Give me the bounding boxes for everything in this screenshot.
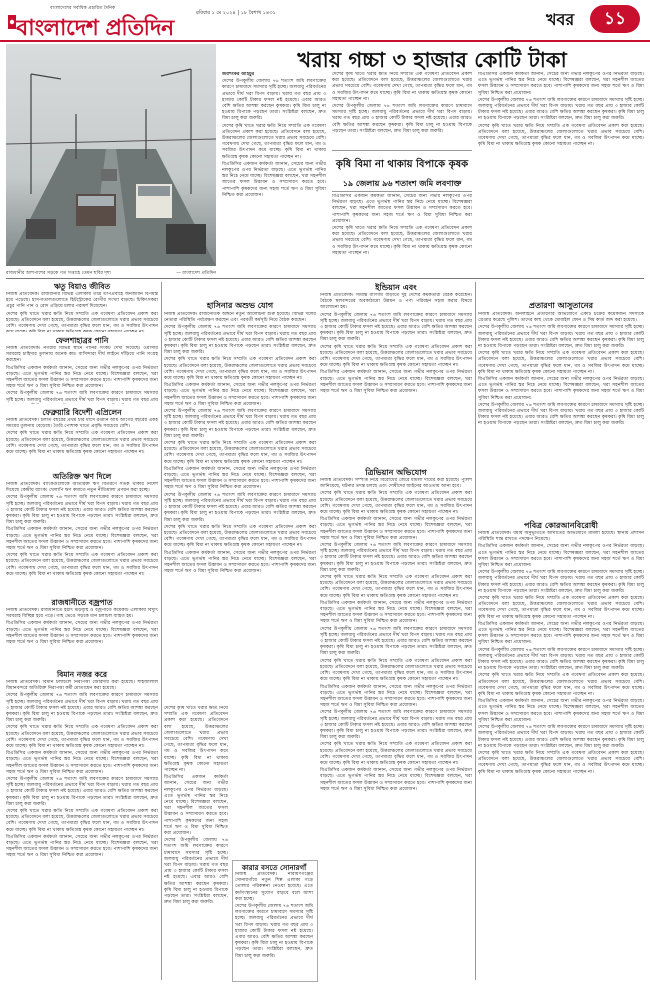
article-text-7c: দেশের কৃষি খাতে খরার ক্ষতি নিয়ে সম্প্রতি এক গবেষণা প্রতিবেদন প্রকাশ করা হয়েছে। প্রতিবেদনে বলা হয়েছে, উত্তরাঞ্চলের জেলাগুলোতে খরার প্রভাব সবচেয়ে বেশি। গবেষণায় দেখা গেছে, তাপমাত্রা বৃদ্ধির ফলে ধান, গম ও সবজির উৎপাদন কমে যাচ্ছে। কৃষি বিমা না থাকায় ক্ষতিগ্রস্ত কৃষক কোনো সহায়তা পাচ্ছেন না। bbox=[164, 357, 316, 382]
article-text-9d: দেশের উপকূলীয় জেলায় ৭৬ শতাংশ জমি লবণাক্তের কারণে চাষাবাদে সমস্যার সৃষ্টি হচ্ছে। জলবায়ু পরিবর্তনের প্রভাবে দীর্ঘ খরা বিপদ বাড়ায়। খরায় গত বছর প্রায় ৩ হাজার কোটি টাকার ফসল নষ্ট হয়েছে। এবার আরও বেশি ক্ষতির আশঙ্কা করছেন কৃষকরা। কৃষি বিমা চালু না হওয়ায় বিপাকে পড়ছেন তারা। সংশ্লিষ্টরা বলছেন, দ্রুত বিমা চালু করা জরুরি। bbox=[320, 543, 472, 573]
article-body-1 bbox=[6, 292, 158, 332]
article-text-9b: দেশের কৃষি খাতে খরার ক্ষতি নিয়ে সম্প্রতি এক গবেষণা প্রতিবেদন প্রকাশ করা হয়েছে। প্রতিবেদনে বলা হয়েছে, উত্তরাঞ্চলের জেলাগুলোতে খরার প্রভাব সবচেয়ে বেশি। গবেষণায় দেখা গেছে, তাপমাত্রা বৃদ্ধির ফলে ধান, গম ও সবজির উৎপাদন কমে যাচ্ছে। কৃষি বিমা না থাকায় ক্ষতিগ্রস্ত কৃষক কোনো সহায়তা পাচ্ছেন না। bbox=[320, 491, 472, 516]
middle-text-b: বিএডিসির একজন কর্মকর্তা জানান, সেচের জন্য গভীর নলকূপের ওপর নির্ভরতা বাড়ছে। এতে ভূগর্ভস্থ পানির স্তর নিচে নেমে যাচ্ছে। বিশেষজ্ঞরা বলছেন, খরা সহনশীল জাতের ফসল উদ্ভাবন ও সম্প্রসারণ করতে হবে। পাশাপাশি কৃষকদের জন্য সহজ শর্তে ঋণ ও বিমা সুবিধা নিশ্চিত করা প্রয়োজন। bbox=[164, 775, 228, 837]
lead-text-3b: দেশের উপকূলীয় জেলায় ৭৬ শতাংশ জমি লবণাক্তের কারণে চাষাবাদে সমস্যার সৃষ্টি হচ্ছে। জলবায়ু পরিবর্তনের প্রভাবে দীর্ঘ খরা বিপদ বাড়ায়। খরায় গত বছর প্রায় ৩ হাজার কোটি টাকার ফসল নষ্ট হয়েছে। এবার আরও বেশি ক্ষতির আশঙ্কা করছেন কৃষকরা। কৃষি বিমা চালু না হওয়ায় বিপাকে পড়ছেন তারা। সংশ্লিষ্টরা বলছেন, দ্রুত বিমা চালু করা জরুরি। bbox=[478, 97, 644, 122]
article-text-6: নিজস্ব প্রতিবেদক। বিমান চলাচলে নিরাপত্তা জোরদার করা হয়েছে। শাহজালাল বিমানবন্দরে অতিরিক্ত নিরাপত্তা কর্মী মোতায়েন করা হয়েছে। bbox=[6, 680, 158, 692]
lead-article-col-3 bbox=[478, 72, 644, 266]
pull-quote bbox=[332, 150, 472, 192]
article-text-8: নিজস্ব প্রতিবেদক। সীমান্ত বাণিজ্য বাড়াতে দুই দেশের কর্মকর্তারা বৈঠক করেছেন। বৈঠকে স্থলবন্দরের অবকাঠামো উন্নয়ন ও পণ্য পরিবহন সহজ করার বিষয়ে আলোচনা হয়। bbox=[320, 293, 472, 311]
lead-text-2d: দেশের কৃষি খাতে খরার ক্ষতি নিয়ে সম্প্রতি এক গবেষণা প্রতিবেদন প্রকাশ করা হয়েছে। প্রতিবেদনে বলা হয়েছে, উত্তরাঞ্চলের জেলাগুলোতে খরার প্রভাব সবচেয়ে বেশি। গবেষণায় দেখা গেছে, তাপমাত্রা বৃদ্ধির ফলে ধান, গম ও সবজির উৎপাদন কমে যাচ্ছে। কৃষি বিমা না থাকায় ক্ষতিগ্রস্ত কৃষক কোনো সহায়তা পাচ্ছেন না। bbox=[332, 226, 472, 256]
article-title-3: ফেব্রুয়ারি বিদেশী এপ্রিলেন bbox=[42, 408, 122, 417]
highway-haze-photo bbox=[6, 44, 216, 266]
article-title-11: পবিত্র কোরআনবিরোধী bbox=[524, 520, 598, 530]
article-text-11e: বিএডিসির একজন কর্মকর্তা জানান, সেচের জন্য গভীর নলকূপের ওপর নির্ভরতা বাড়ছে। এতে ভূগর্ভস্থ পানির স্তর নিচে নেমে যাচ্ছে। বিশেষজ্ঞরা বলছেন, খরা সহনশীল জাতের ফসল উদ্ভাবন ও সম্প্রসারণ করতে হবে। পাশাপাশি কৃষকদের জন্য সহজ শর্তে ঋণ ও বিমা সুবিধা নিশ্চিত করা প্রয়োজন। bbox=[478, 621, 644, 646]
article-text-5: নিজস্ব প্রতিবেদক। রাজধানীতে হঠাৎ ঝড়বৃষ্টি ও বজ্রপাতে কয়েকটি এলাকায় বিদ্যুৎ সরবরাহ বিচ্ছিন্ন হয়ে পড়ে। গাছ ভেঙে সড়কে যান চলাচল ব্যাহত হয়। bbox=[6, 608, 158, 620]
middle-text-c: দেশের উপকূলীয় জেলায় ৭৬ শতাংশ জমি লবণাক্তের কারণে চাষাবাদে সমস্যার সৃষ্টি হচ্ছে। জলবায়ু পরিবর্তনের প্রভাবে দীর্ঘ খরা বিপদ বাড়ায়। খরায় গত বছর প্রায় ৩ হাজার কোটি টাকার ফসল নষ্ট হয়েছে। এবার আরও বেশি ক্ষতির আশঙ্কা করছেন কৃষকরা। কৃষি বিমা চালু না হওয়ায় বিপাকে পড়ছেন তারা। সংশ্লিষ্টরা বলছেন, দ্রুত বিমা চালু করা জরুরি। bbox=[164, 838, 228, 906]
main-headline: খরায় গচ্চা ৩ হাজার কোটি টাকা bbox=[297, 47, 567, 72]
article-text-7i: দেশের কৃষি খাতে খরার ক্ষতি নিয়ে সম্প্রতি এক গবেষণা প্রতিবেদন প্রকাশ করা হয়েছে। প্রতিবেদনে বলা হয়েছে, উত্তরাঞ্চলের জেলাগুলোতে খরার প্রভাব সবচেয়ে বেশি। গবেষণায় দেখা গেছে, তাপমাত্রা বৃদ্ধির ফলে ধান, গম ও সবজির উৎপাদন কমে যাচ্ছে। কৃষি বিমা না থাকায় ক্ষতিগ্রস্ত কৃষক কোনো সহায়তা পাচ্ছেন না। bbox=[164, 524, 316, 549]
article-text-9c: বিএডিসির একজন কর্মকর্তা জানান, সেচের জন্য গভীর নলকূপের ওপর নির্ভরতা বাড়ছে। এতে ভূগর্ভস্থ পানির স্তর নিচে নেমে যাচ্ছে। বিশেষজ্ঞরা বলছেন, খরা সহনশীল জাতের ফসল উদ্ভাবন ও সম্প্রসারণ করতে হবে। পাশাপাশি কৃষকদের জন্য সহজ শর্তে ঋণ ও বিমা সুবিধা নিশ্চিত করা প্রয়োজন। bbox=[320, 517, 472, 541]
article-text-9f: বিএডিসির একজন কর্মকর্তা জানান, সেচের জন্য গভীর নলকূপের ওপর নির্ভরতা বাড়ছে। এতে ভূগর্ভস্থ পানির স্তর নিচে নেমে যাচ্ছে। বিশেষজ্ঞরা বলছেন, খরা সহনশীল জাতের ফসল উদ্ভাবন ও সম্প্রসারণ করতে হবে। পাশাপাশি কৃষকদের জন্য সহজ শর্তে ঋণ ও বিমা সুবিধা নিশ্চিত করা প্রয়োজন। bbox=[320, 600, 472, 625]
article-text-10: নিজস্ব প্রতিবেদক। অনলাইনে প্রতারণার অভিযোগে একটি চক্রের কয়েকজন সদস্যকে গ্রেপ্তার করেছে পুলিশ। তাদের কাছ থেকে মোবাইল ফোন ও সিম কার্ড জব্দ করা হয়েছে। bbox=[478, 312, 644, 324]
article-text-6g: বিএডিসির একজন কর্মকর্তা জানান, সেচের জন্য গভীর নলকূপের ওপর নির্ভরতা বাড়ছে। এতে ভূগর্ভস্থ পানির স্তর নিচে নেমে যাচ্ছে। বিশেষজ্ঞরা বলছেন, খরা সহনশীল জাতের ফসল উদ্ভাবন ও সম্প্রসারণ করতে হবে। পাশাপাশি কৃষকদের জন্য সহজ শর্তে ঋণ ও বিমা সুবিধা নিশ্চিত করা প্রয়োজন। bbox=[6, 834, 158, 859]
article-text-10b: দেশের উপকূলীয় জেলায় ৭৬ শতাংশ জমি লবণাক্তের কারণে চাষাবাদে সমস্যার সৃষ্টি হচ্ছে। জলবায়ু পরিবর্তনের প্রভাবে দীর্ঘ খরা বিপদ বাড়ায়। খরায় গত বছর প্রায় ৩ হাজার কোটি টাকার ফসল নষ্ট হয়েছে। এবার আরও বেশি ক্ষতির আশঙ্কা করছেন কৃষকরা। কৃষি বিমা চালু না হওয়ায় বিপাকে পড়ছেন তারা। সংশ্লিষ্টরা বলছেন, দ্রুত বিমা চালু করা জরুরি। bbox=[478, 325, 644, 350]
article-text-9: নিজস্ব প্রতিবেদক। সম্পত্তি নিয়ে বিরোধের জেরে মামলা দায়ের করা হয়েছে। পুলিশ জানিয়েছে, ঘটনার তদন্ত চলছে এবং দোষীদের আইনের আওতায় আনা হবে। bbox=[320, 478, 472, 490]
article-title-8: ইন্ডিয়ান এবং bbox=[375, 282, 417, 292]
middle-text-a: দেশের কৃষি খাতে খরার ক্ষতি নিয়ে সম্প্রতি এক গবেষণা প্রতিবেদন প্রকাশ করা হয়েছে। প্রতিবেদনে বলা হয়েছে, উত্তরাঞ্চলের জেলাগুলোতে খরার প্রভাব সবচেয়ে বেশি। গবেষণায় দেখা গেছে, তাপমাত্রা বৃদ্ধির ফলে ধান, গম ও সবজির উৎপাদন কমে যাচ্ছে। কৃষি বিমা না থাকায় ক্ষতিগ্রস্ত কৃষক কোনো সহায়তা পাচ্ছেন না। bbox=[164, 706, 228, 774]
article-body-6 bbox=[6, 680, 158, 980]
article-text-1: নিজস্ব প্রতিবেদক। রাজধানীর বিভিন্ন এলাকায় তীব্র তাপপ্রবাহে জনজীবন বিপর্যস্ত হয়ে পড়েছে। হাসপাতালগুলোতে হিটস্ট্রোকের রোগীর সংখ্যা বাড়ছে। চিকিৎসকরা প্রচুর পানি পান ও রোদ এড়িয়ে চলার পরামর্শ দিয়েছেন। bbox=[6, 292, 158, 310]
article-text-4b: দেশের উপকূলীয় জেলায় ৭৬ শতাংশ জমি লবণাক্তের কারণে চাষাবাদে সমস্যার সৃষ্টি হচ্ছে। জলবায়ু পরিবর্তনের প্রভাবে দীর্ঘ খরা বিপদ বাড়ায়। খরায় গত বছর প্রায় ৩ হাজার কোটি টাকার ফসল নষ্ট হয়েছে। এবার আরও বেশি ক্ষতির আশঙ্কা করছেন কৃষকরা। কৃষি বিমা চালু না হওয়ায় বিপাকে পড়ছেন তারা। সংশ্লিষ্টরা বলছেন, দ্রুত বিমা চালু করা জরুরি। bbox=[6, 495, 158, 526]
article-text-1b: দেশের কৃষি খাতে খরার ক্ষতি নিয়ে সম্প্রতি এক গবেষণা প্রতিবেদন প্রকাশ করা হয়েছে। প্রতিবেদনে বলা হয়েছে, উত্তরাঞ্চলের জেলাগুলোতে খরার প্রভাব সবচেয়ে বেশি। গবেষণায় দেখা গেছে, তাপমাত্রা বৃদ্ধির ফলে ধান, গম ও সবজির উৎপাদন bbox=[6, 311, 158, 330]
article-title-5: রাজধানীতে বজ্রপাত bbox=[51, 598, 113, 607]
lead-text-1: দেশের উপকূলীয় জেলায় ৭৬ শতাংশ জমি লবণাক্তের কারণে চাষাবাদে সমস্যার সৃষ্টি হচ্ছে। জলবায়ু পরিবর্তনের প্রভাবে দীর্ঘ খরা বিপদ বাড়ায়। খরায় গত বছর প্রায় ৩ হাজার কোটি টাকার ফসল নষ্ট হয়েছে। এবার আরও বেশি ক্ষতির আশঙ্কা করছেন কৃষকরা। কৃষি বিমা চালু না হওয়ায় বিপাকে পড়ছেন তারা। সংশ্লিষ্টরা বলছেন, দ্রুত বিমা চালু করা জরুরি। bbox=[222, 79, 326, 122]
logo-tagline: বাংলাদেশের সর্বাধিক প্রচারিত দৈনিক bbox=[50, 6, 116, 11]
article-title-9: ত্রিভিয়ান অভিযোগ bbox=[365, 467, 427, 477]
article-text-11b: বিএডিসির একজন কর্মকর্তা জানান, সেচের জন্য গভীর নলকূপের ওপর নির্ভরতা বাড়ছে। এতে ভূগর্ভস্থ পানির স্তর নিচে নেমে যাচ্ছে। বিশেষজ্ঞরা বলছেন, খরা সহনশীল জাতের ফসল উদ্ভাবন ও সম্প্রসারণ করতে হবে। পাশাপাশি কৃষকদের জন্য সহজ শর্তে ঋণ ও বিমা সুবিধা নিশ্চিত করা প্রয়োজন। bbox=[478, 544, 644, 569]
lead-article-col-2b bbox=[332, 194, 472, 266]
article-body-7 bbox=[164, 312, 316, 702]
lead-text-2b: দেশের উপকূলীয় জেলায় ৭৬ শতাংশ জমি লবণাক্তের কারণে চাষাবাদে সমস্যার সৃষ্টি হচ্ছে। জলবায়ু পরিবর্তনের প্রভাবে দীর্ঘ খরা বিপদ বাড়ায়। খরায় গত বছর প্রায় ৩ হাজার কোটি টাকার ফসল নষ্ট হয়েছে। এবার আরও বেশি ক্ষতির আশঙ্কা করছেন কৃষকরা। কৃষি বিমা চালু না হওয়ায় বিপাকে পড়ছেন তারা। সংশ্লিষ্টরা বলছেন, দ্রুত বিমা চালু করা জরুরি। bbox=[332, 104, 472, 134]
article-body-10 bbox=[478, 312, 644, 512]
article-body-9 bbox=[320, 478, 472, 980]
photo-caption-row bbox=[6, 269, 216, 277]
article-text-7j: বিএডিসির একজন কর্মকর্তা জানান, সেচের জন্য গভীর নলকূপের ওপর নির্ভরতা বাড়ছে। এতে ভূগর্ভস্থ পানির স্তর নিচে নেমে যাচ্ছে। বিশেষজ্ঞরা বলছেন, খরা সহনশীল জাতের ফসল উদ্ভাবন ও সম্প্রসারণ করতে হবে। পাশাপাশি কৃষকদের জন্য সহজ শর্তে ঋণ ও বিমা সুবিধা নিশ্চিত করা প্রয়োজন। bbox=[164, 550, 316, 575]
article-text-9h: দেশের কৃষি খাতে খরার ক্ষতি নিয়ে সম্প্রতি এক গবেষণা প্রতিবেদন প্রকাশ করা হয়েছে। প্রতিবেদনে বলা হয়েছে, উত্তরাঞ্চলের জেলাগুলোতে খরার প্রভাব সবচেয়ে বেশি। গবেষণায় দেখা গেছে, তাপমাত্রা বৃদ্ধির ফলে ধান, গম ও সবজির উৎপাদন কমে যাচ্ছে। কৃষি বিমা না থাকায় ক্ষতিগ্রস্ত কৃষক কোনো সহায়তা পাচ্ছেন না। bbox=[320, 658, 472, 683]
article-text-11f: দেশের উপকূলীয় জেলায় ৭৬ শতাংশ জমি লবণাক্তের কারণে চাষাবাদে সমস্যার সৃষ্টি হচ্ছে। জলবায়ু পরিবর্তনের প্রভাবে দীর্ঘ খরা বিপদ বাড়ায়। খরায় গত বছর প্রায় ৩ হাজার কোটি টাকার ফসল নষ্ট হয়েছে। এবার আরও বেশি ক্ষতির আশঙ্কা করছেন কৃষকরা। কৃষি বিমা চালু না হওয়ায় বিপাকে পড়ছেন তারা। সংশ্লিষ্টরা বলছেন, দ্রুত বিমা চালু করা জরুরি। bbox=[478, 647, 644, 672]
article-text-9j: দেশের উপকূলীয় জেলায় ৭৬ শতাংশ জমি লবণাক্তের কারণে চাষাবাদে সমস্যার সৃষ্টি হচ্ছে। জলবায়ু পরিবর্তনের প্রভাবে দীর্ঘ খরা বিপদ বাড়ায়। খরায় গত বছর প্রায় ৩ হাজার কোটি টাকার ফসল নষ্ট হয়েছে। এবার আরও বেশি ক্ষতির আশঙ্কা করছেন কৃষকরা। কৃষি বিমা চালু না হওয়ায় বিপাকে পড়ছেন তারা। সংশ্লিষ্টরা বলছেন, দ্রুত বিমা চালু করা জরুরি। bbox=[320, 710, 472, 741]
article-body-3 bbox=[6, 418, 158, 468]
article-text-7d: বিএডিসির একজন কর্মকর্তা জানান, সেচের জন্য গভীর নলকূপের ওপর নির্ভরতা বাড়ছে। এতে ভূগর্ভস্থ পানির স্তর নিচে নেমে যাচ্ছে। বিশেষজ্ঞরা বলছেন, খরা সহনশীল জাতের ফসল উদ্ভাবন ও সম্প্রসারণ করতে হবে। পাশাপাশি কৃষকদের জন্য সহজ শর্তে ঋণ ও বিমা সুবিধা নিশ্চিত করা প্রয়োজন। bbox=[164, 383, 316, 407]
article-text-4: নিজস্ব প্রতিবেদক। ব্যাংকগুলোকে অতিরিক্ত ঋণ বিতরণে সতর্ক থাকার নির্দেশ দিয়েছে কেন্দ্রীয় ব্যাংক। খেলাপি ঋণ কমাতে নতুন নীতিমালা প্রণয়ন করা হচ্ছে। bbox=[6, 482, 158, 494]
page-number-badge: ১১ bbox=[590, 5, 640, 33]
article-text-6f: দেশের কৃষি খাতে খরার ক্ষতি নিয়ে সম্প্রতি এক গবেষণা প্রতিবেদন প্রকাশ করা হয়েছে। প্রতিবেদনে বলা হয়েছে, উত্তরাঞ্চলের জেলাগুলোতে খরার প্রভাব সবচেয়ে বেশি। গবেষণায় দেখা গেছে, তাপমাত্রা বৃদ্ধির ফলে ধান, গম ও সবজির উৎপাদন কমে যাচ্ছে। কৃষি বিমা না থাকায় ক্ষতিগ্রস্ত কৃষক কোনো সহায়তা পাচ্ছেন না। bbox=[6, 809, 158, 833]
issue-date: রবিবার ১ মে ২০২৪ | ১৮ বৈশাখ ১৪৩১ bbox=[196, 10, 276, 16]
article-text-7b: দেশের উপকূলীয় জেলায় ৭৬ শতাংশ জমি লবণাক্তের কারণে চাষাবাদে সমস্যার সৃষ্টি হচ্ছে। জলবায়ু পরিবর্তনের প্রভাবে দীর্ঘ খরা বিপদ বাড়ায়। খরায় গত বছর প্রায় ৩ হাজার কোটি টাকার ফসল নষ্ট হয়েছে। এবার আরও বেশি ক্ষতির আশঙ্কা করছেন কৃষকরা। কৃষি বিমা চালু না হওয়ায় বিপাকে পড়ছেন তারা। সংশ্লিষ্টরা বলছেন, দ্রুত বিমা চালু করা জরুরি। bbox=[164, 325, 316, 356]
article-text-7g: বিএডিসির একজন কর্মকর্তা জানান, সেচের জন্য গভীর নলকূপের ওপর নির্ভরতা বাড়ছে। এতে ভূগর্ভস্থ পানির স্তর নিচে নেমে যাচ্ছে। বিশেষজ্ঞরা বলছেন, খরা সহনশীল জাতের ফসল উদ্ভাবন ও সম্প্রসারণ করতে হবে। পাশাপাশি কৃষকদের জন্য সহজ শর্তে ঋণ ও বিমা সুবিধা নিশ্চিত করা প্রয়োজন। bbox=[164, 466, 316, 491]
article-title-2: ফেলশাহাব্রর পানি bbox=[55, 336, 109, 345]
article-body-12 bbox=[235, 872, 313, 976]
article-text-9e: দেশের কৃষি খাতে খরার ক্ষতি নিয়ে সম্প্রতি এক গবেষণা প্রতিবেদন প্রকাশ করা হয়েছে। প্রতিবেদনে বলা হয়েছে, উত্তরাঞ্চলের জেলাগুলোতে খরার প্রভাব সবচেয়ে বেশি। গবেষণায় দেখা গেছে, তাপমাত্রা বৃদ্ধির ফলে ধান, গম ও সবজির উৎপাদন কমে যাচ্ছে। কৃষি বিমা না থাকায় ক্ষতিগ্রস্ত কৃষক কোনো সহায়তা পাচ্ছেন না। bbox=[320, 575, 472, 599]
lead-article-col-1 bbox=[222, 72, 326, 262]
article-text-6b: দেশের উপকূলীয় জেলায় ৭৬ শতাংশ জমি লবণাক্তের কারণে চাষাবাদে সমস্যার সৃষ্টি হচ্ছে। জলবায়ু পরিবর্তনের প্রভাবে দীর্ঘ খরা বিপদ বাড়ায়। খরায় গত বছর প্রায় ৩ হাজার কোটি টাকার ফসল নষ্ট হয়েছে। এবার আরও বেশি ক্ষতির আশঙ্কা করছেন কৃষকরা। কৃষি বিমা চালু না হওয়ায় বিপাকে পড়ছেন তারা। সংশ্লিষ্টরা বলছেন, দ্রুত বিমা চালু করা জরুরি। bbox=[6, 693, 158, 724]
lead-text-1b: দেশের কৃষি খাতে খরার ক্ষতি নিয়ে সম্প্রতি এক গবেষণা প্রতিবেদন প্রকাশ করা হয়েছে। প্রতিবেদনে বলা হয়েছে, উত্তরাঞ্চলের জেলাগুলোতে খরার প্রভাব সবচেয়ে বেশি। গবেষণায় দেখা গেছে, তাপমাত্রা বৃদ্ধির ফলে ধান, গম ও সবজির উৎপাদন কমে যাচ্ছে। কৃষি বিমা না থাকায় ক্ষতিগ্রস্ত কৃষক কোনো সহায়তা পাচ্ছেন না। bbox=[222, 123, 326, 160]
middle-col-continued bbox=[164, 706, 228, 980]
article-text-11d: দেশের কৃষি খাতে খরার ক্ষতি নিয়ে সম্প্রতি এক গবেষণা প্রতিবেদন প্রকাশ করা হয়েছে। প্রতিবেদনে বলা হয়েছে, উত্তরাঞ্চলের জেলাগুলোতে খরার প্রভাব সবচেয়ে বেশি। গবেষণায় দেখা গেছে, তাপমাত্রা বৃদ্ধির ফলে ধান, গম ও সবজির উৎপাদন কমে যাচ্ছে। কৃষি বিমা না থাকায় ক্ষতিগ্রস্ত কৃষক কোনো সহায়তা পাচ্ছেন না। bbox=[478, 596, 644, 620]
article-text-7: নিজস্ব প্রতিবেদক। রাজনৈতিক অঙ্গনে নতুন আলোচনা শুরু হয়েছে। বিভিন্ন দলের নেতারা পরিস্থিতি পর্যবেক্ষণ করছেন এবং পরবর্তী কর্মসূচি নিয়ে বৈঠক করছেন। bbox=[164, 312, 316, 324]
article-text-10c: দেশের কৃষি খাতে খরার ক্ষতি নিয়ে সম্প্রতি এক গবেষণা প্রতিবেদন প্রকাশ করা হয়েছে। প্রতিবেদনে বলা হয়েছে, উত্তরাঞ্চলের জেলাগুলোতে খরার প্রভাব সবচেয়ে বেশি। গবেষণায় দেখা গেছে, তাপমাত্রা বৃদ্ধির ফলে ধান, গম ও সবজির উৎপাদন কমে যাচ্ছে। কৃষি বিমা না থাকায় ক্ষতিগ্রস্ত কৃষক কোনো সহায়তা পাচ্ছেন না। bbox=[478, 351, 644, 375]
article-body-2 bbox=[6, 346, 158, 404]
article-text-7e: দেশের উপকূলীয় জেলায় ৭৬ শতাংশ জমি লবণাক্তের কারণে চাষাবাদে সমস্যার সৃষ্টি হচ্ছে। জলবায়ু পরিবর্তনের প্রভাবে দীর্ঘ খরা বিপদ বাড়ায়। খরায় গত বছর প্রায় ৩ হাজার কোটি টাকার ফসল নষ্ট হয়েছে। এবার আরও বেশি ক্ষতির আশঙ্কা করছেন কৃষকরা। কৃষি বিমা চালু না হওয়ায় বিপাকে পড়ছেন তারা। সংশ্লিষ্টরা বলছেন, দ্রুত বিমা চালু করা জরুরি। bbox=[164, 409, 316, 439]
article-text-12: নিজস্ব প্রতিবেদক। নারায়ণগঞ্জের সোনারগাঁয়ে নতুন শিল্প এলাকা গড়ে তোলার পরিকল্পনা নেওয়া হয়েছে। এতে কর্মসংস্থানের সুযোগ বাড়বে বলে আশা করা হচ্ছে। bbox=[235, 872, 313, 902]
article-text-11g: দেশের কৃষি খাতে খরার ক্ষতি নিয়ে সম্প্রতি এক গবেষণা প্রতিবেদন প্রকাশ করা হয়েছে। প্রতিবেদনে বলা হয়েছে, উত্তরাঞ্চলের জেলাগুলোতে খরার প্রভাব সবচেয়ে বেশি। গবেষণায় দেখা গেছে, তাপমাত্রা বৃদ্ধির ফলে ধান, গম ও সবজির উৎপাদন কমে যাচ্ছে। কৃষি বিমা না থাকায় ক্ষতিগ্রস্ত কৃষক কোনো সহায়তা পাচ্ছেন না। bbox=[478, 673, 644, 698]
article-body-11 bbox=[478, 531, 644, 980]
article-text-11c: দেশের উপকূলীয় জেলায় ৭৬ শতাংশ জমি লবণাক্তের কারণে চাষাবাদে সমস্যার সৃষ্টি হচ্ছে। জলবায়ু পরিবর্তনের প্রভাবে দীর্ঘ খরা বিপদ বাড়ায়। খরায় গত বছর প্রায় ৩ হাজার কোটি টাকার ফসল নষ্ট হয়েছে। এবার আরও বেশি ক্ষতির আশঙ্কা করছেন কৃষকরা। কৃষি বিমা চালু না হওয়ায় বিপাকে পড়ছেন তারা। সংশ্লিষ্টরা বলছেন, দ্রুত বিমা চালু করা জরুরি। bbox=[478, 570, 644, 594]
article-text-6e: দেশের উপকূলীয় জেলায় ৭৬ শতাংশ জমি লবণাক্তের কারণে চাষাবাদে সমস্যার সৃষ্টি হচ্ছে। জলবায়ু পরিবর্তনের প্রভাবে দীর্ঘ খরা বিপদ বাড়ায়। খরায় গত বছর প্রায় ৩ হাজার কোটি টাকার ফসল নষ্ট হয়েছে। এবার আরও বেশি ক্ষতির আশঙ্কা করছেন কৃষকরা। কৃষি বিমা চালু না হওয়ায় বিপাকে পড়ছেন তারা। সংশ্লিষ্টরা বলছেন, দ্রুত বিমা চালু করা জরুরি। bbox=[6, 777, 158, 807]
article-text-9k: দেশের কৃষি খাতে খরার ক্ষতি নিয়ে সম্প্রতি এক গবেষণা প্রতিবেদন প্রকাশ করা হয়েছে। প্রতিবেদনে বলা হয়েছে, উত্তরাঞ্চলের জেলাগুলোতে খরার প্রভাব সবচেয়ে বেশি। গবেষণায় দেখা গেছে, তাপমাত্রা বৃদ্ধির ফলে ধান, গম ও সবজির উৎপাদন কমে যাচ্ছে। কৃষি বিমা না থাকায় ক্ষতিগ্রস্ত কৃষক কোনো সহায়তা পাচ্ছেন না। bbox=[320, 742, 472, 766]
article-text-3b: দেশের কৃষি খাতে খরার ক্ষতি নিয়ে সম্প্রতি এক গবেষণা প্রতিবেদন প্রকাশ করা হয়েছে। প্রতিবেদনে বলা হয়েছে, উত্তরাঞ্চলের জেলাগুলোতে খরার প্রভাব সবচেয়ে বেশি। গবেষণায় দেখা গেছে, তাপমাত্রা বৃদ্ধির ফলে ধান, গম ও সবজির উৎপাদন কমে যাচ্ছে। কৃষি বিমা না থাকায় ক্ষতিগ্রস্ত কৃষক কোনো সহায়তা পাচ্ছেন না। bbox=[6, 431, 158, 456]
article-title-10: প্রতারণা আসুতানের bbox=[529, 300, 593, 310]
masthead bbox=[0, 0, 650, 42]
article-text-8c: দেশের কৃষি খাতে খরার ক্ষতি নিয়ে সম্প্রতি এক গবেষণা প্রতিবেদন প্রকাশ করা হয়েছে। প্রতিবেদনে বলা হয়েছে, উত্তরাঞ্চলের জেলাগুলোতে খরার প্রভাব সবচেয়ে বেশি। গবেষণায় দেখা গেছে, তাপমাত্রা বৃদ্ধির ফলে ধান, গম ও সবজির উৎপাদন কমে যাচ্ছে। কৃষি বিমা না থাকায় ক্ষতিগ্রস্ত কৃষক কোনো সহায়তা পাচ্ছেন না। bbox=[320, 344, 472, 369]
section-label: খবর bbox=[546, 10, 575, 29]
article-text-7f: দেশের কৃষি খাতে খরার ক্ষতি নিয়ে সম্প্রতি এক গবেষণা প্রতিবেদন প্রকাশ করা হয়েছে। প্রতিবেদনে বলা হয়েছে, উত্তরাঞ্চলের জেলাগুলোতে খরার প্রভাব সবচেয়ে বেশি। গবেষণায় দেখা গেছে, তাপমাত্রা বৃদ্ধির ফলে ধান, গম ও সবজির উৎপাদন কমে যাচ্ছে। কৃষি বিমা না থাকায় ক্ষতিগ্রস্ত কৃষক কোনো সহায়তা পাচ্ছেন না। bbox=[164, 441, 316, 465]
article-text-11: নিজস্ব প্রতিবেদক। ধর্মীয় অনুভূতিতে আঘাতের অভিযোগে মামলা হয়েছে। স্থানীয় প্রশাসন পরিস্থিতি শান্ত রাখতে পদক্ষেপ নিয়েছে। bbox=[478, 531, 644, 543]
article-text-2c: দেশের উপকূলীয় জেলায় ৭৬ শতাংশ জমি লবণাক্তের কারণে চাষাবাদে সমস্যার সৃষ্টি হচ্ছে। জলবায়ু পরিবর্তনের প্রভাবে দীর্ঘ খরা বিপদ বাড়ায়। খরায় গত বছর প্রায় bbox=[6, 391, 158, 403]
article-text-7h: দেশের উপকূলীয় জেলায় ৭৬ শতাংশ জমি লবণাক্তের কারণে চাষাবাদে সমস্যার সৃষ্টি হচ্ছে। জলবায়ু পরিবর্তনের প্রভাবে দীর্ঘ খরা বিপদ বাড়ায়। খরায় গত বছর প্রায় ৩ হাজার কোটি টাকার ফসল নষ্ট হয়েছে। এবার আরও বেশি ক্ষতির আশঙ্কা করছেন কৃষকরা। কৃষি বিমা চালু না হওয়ায় বিপাকে পড়ছেন তারা। সংশ্লিষ্টরা বলছেন, দ্রুত বিমা চালু করা জরুরি। bbox=[164, 492, 316, 523]
lead-article-col-2a bbox=[332, 72, 472, 148]
logo-text: বাংলাদেশ প্রতিদিন bbox=[16, 15, 174, 41]
article-text-11j: দেশের কৃষি খাতে খরার ক্ষতি নিয়ে সম্প্রতি এক গবেষণা প্রতিবেদন প্রকাশ করা হয়েছে। প্রতিবেদনে বলা হয়েছে, উত্তরাঞ্চলের জেলাগুলোতে খরার প্রভাব সবচেয়ে বেশি। গবেষণায় দেখা গেছে, তাপমাত্রা বৃদ্ধির ফলে ধান, গম ও সবজির উৎপাদন কমে যাচ্ছে। কৃষি বিমা না থাকায় ক্ষতিগ্রস্ত কৃষক কোনো সহায়তা পাচ্ছেন না। bbox=[478, 750, 644, 775]
photo-caption: রাজধানীর আশপাশের সড়কে গত সপ্তাহে তেমন ছবির দৃশ্য bbox=[6, 271, 111, 276]
article-text-4d: দেশের কৃষি খাতে খরার ক্ষতি নিয়ে সম্প্রতি এক গবেষণা প্রতিবেদন প্রকাশ করা হয়েছে। প্রতিবেদনে বলা হয়েছে, উত্তরাঞ্চলের জেলাগুলোতে খরার প্রভাব সবচেয়ে বেশি। গবেষণায় দেখা গেছে, তাপমাত্রা বৃদ্ধির ফলে ধান, গম ও সবজির উৎপাদন কমে যাচ্ছে। কৃষি বিমা না থাকায় ক্ষতিগ্রস্ত কৃষক কোনো সহায়তা পাচ্ছেন না। bbox=[6, 553, 158, 577]
article-text-6c: দেশের কৃষি খাতে খরার ক্ষতি নিয়ে সম্প্রতি এক গবেষণা প্রতিবেদন প্রকাশ করা হয়েছে। প্রতিবেদনে বলা হয়েছে, উত্তরাঞ্চলের জেলাগুলোতে খরার প্রভাব সবচেয়ে বেশি। গবেষণায় দেখা গেছে, তাপমাত্রা বৃদ্ধির ফলে ধান, গম ও সবজির উৎপাদন কমে যাচ্ছে। কৃষি বিমা না থাকায় ক্ষতিগ্রস্ত কৃষক কোনো সহায়তা পাচ্ছেন না। bbox=[6, 725, 158, 750]
lead-text-3c: দেশের কৃষি খাতে খরার ক্ষতি নিয়ে সম্প্রতি এক গবেষণা প্রতিবেদন প্রকাশ করা হয়েছে। প্রতিবেদনে বলা হয়েছে, উত্তরাঞ্চলের জেলাগুলোতে খরার প্রভাব সবচেয়ে বেশি। গবেষণায় দেখা গেছে, তাপমাত্রা বৃদ্ধির ফলে ধান, গম ও সবজির উৎপাদন কমে যাচ্ছে। কৃষি বিমা না থাকায় ক্ষতিগ্রস্ত কৃষক কোনো সহায়তা পাচ্ছেন না। bbox=[478, 123, 644, 148]
article-text-6d: বিএডিসির একজন কর্মকর্তা জানান, সেচের জন্য গভীর নলকূপের ওপর নির্ভরতা বাড়ছে। এতে ভূগর্ভস্থ পানির স্তর নিচে নেমে যাচ্ছে। বিশেষজ্ঞরা বলছেন, খরা সহনশীল জাতের ফসল উদ্ভাবন ও সম্প্রসারণ করতে হবে। পাশাপাশি কৃষকদের জন্য সহজ শর্তে ঋণ ও বিমা সুবিধা নিশ্চিত করা প্রয়োজন। bbox=[6, 751, 158, 775]
article-body-4 bbox=[6, 482, 158, 594]
article-text-5b: বিএডিসির একজন কর্মকর্তা জানান, সেচের জন্য গভীর নলকূপের ওপর নির্ভরতা বাড়ছে। এতে ভূগর্ভস্থ পানির স্তর নিচে নেমে যাচ্ছে। বিশেষজ্ঞরা বলছেন, খরা সহনশীল জাতের ফসল উদ্ভাবন ও সম্প্রসারণ করতে হবে। পাশাপাশি কৃষকদের জন্য সহজ শর্তে ঋণ ও বিমা সুবিধা নিশ্চিত করা প্রয়োজন। bbox=[6, 621, 158, 646]
photo-credit: — বাংলাদেশ প্রতিদিন bbox=[176, 271, 216, 276]
article-text-9l: বিএডিসির একজন কর্মকর্তা জানান, সেচের জন্য গভীর নলকূপের ওপর নির্ভরতা বাড়ছে। এতে ভূগর্ভস্থ পানির স্তর নিচে নেমে যাচ্ছে। বিশেষজ্ঞরা বলছেন, খরা সহনশীল জাতের ফসল উদ্ভাবন ও সম্প্রসারণ করতে হবে। পাশাপাশি কৃষকদের জন্য সহজ শর্তে ঋণ ও বিমা সুবিধা নিশ্চিত করা প্রয়োজন। bbox=[320, 768, 472, 792]
article-text-11h: বিএডিসির একজন কর্মকর্তা জানান, সেচের জন্য গভীর নলকূপের ওপর নির্ভরতা বাড়ছে। এতে ভূগর্ভস্থ পানির স্তর নিচে নেমে যাচ্ছে। বিশেষজ্ঞরা বলছেন, খরা সহনশীল জাতের ফসল উদ্ভাবন ও সম্প্রসারণ করতে হবে। পাশাপাশি কৃষকদের জন্য সহজ শর্তে ঋণ ও বিমা সুবিধা নিশ্চিত করা প্রয়োজন। bbox=[478, 699, 644, 723]
pull-quote-line-1: কৃষি বিমা না থাকায় বিপাকে কৃষক bbox=[335, 159, 469, 170]
byline: জয়শংকর আইচুর bbox=[222, 72, 255, 77]
article-text-2: নিজস্ব প্রতিবেদক। নগরীর বিভিন্ন স্থানে পানির সংকট দেখা দিয়েছে। ওয়াসার সরবরাহ চাহিদার তুলনায় অনেক কম। বাসিন্দারা দীর্ঘ লাইনে দাঁড়িয়ে পানি সংগ্রহ করছেন। bbox=[6, 346, 158, 364]
article-text-9g: দেশের উপকূলীয় জেলায় ৭৬ শতাংশ জমি লবণাক্তের কারণে চাষাবাদে সমস্যার সৃষ্টি হচ্ছে। জলবায়ু পরিবর্তনের প্রভাবে দীর্ঘ খরা বিপদ বাড়ায়। খরায় গত বছর প্রায় ৩ হাজার কোটি টাকার ফসল নষ্ট হয়েছে। এবার আরও বেশি ক্ষতির আশঙ্কা করছেন কৃষকরা। কৃষি বিমা চালু না হওয়ায় বিপাকে পড়ছেন তারা। সংশ্লিষ্টরা বলছেন, দ্রুত বিমা চালু করা জরুরি। bbox=[320, 626, 472, 657]
article-text-11i: দেশের উপকূলীয় জেলায় ৭৬ শতাংশ জমি লবণাক্তের কারণে চাষাবাদে সমস্যার সৃষ্টি হচ্ছে। জলবায়ু পরিবর্তনের প্রভাবে দীর্ঘ খরা বিপদ বাড়ায়। খরায় গত বছর প্রায় ৩ হাজার কোটি টাকার ফসল নষ্ট হয়েছে। এবার আরও বেশি ক্ষতির আশঙ্কা করছেন কৃষকরা। কৃষি বিমা চালু না হওয়ায় বিপাকে পড়ছেন তারা। সংশ্লিষ্টরা বলছেন, দ্রুত বিমা চালু করা জরুরি। bbox=[478, 725, 644, 749]
column-divider-2 bbox=[475, 282, 476, 980]
article-text-9i: বিএডিসির একজন কর্মকর্তা জানান, সেচের জন্য গভীর নলকূপের ওপর নির্ভরতা বাড়ছে। এতে ভূগর্ভস্থ পানির স্তর নিচে নেমে যাচ্ছে। বিশেষজ্ঞরা বলছেন, খরা সহনশীল জাতের ফসল উদ্ভাবন ও সম্প্রসারণ করতে হবে। পাশাপাশি কৃষকদের জন্য সহজ শর্তে ঋণ ও বিমা সুবিধা নিশ্চিত করা প্রয়োজন। bbox=[320, 684, 472, 709]
article-text-10e: দেশের উপকূলীয় জেলায় ৭৬ শতাংশ জমি লবণাক্তের কারণে চাষাবাদে সমস্যার সৃষ্টি হচ্ছে। জলবায়ু পরিবর্তনের প্রভাবে দীর্ঘ খরা বিপদ বাড়ায়। খরায় গত বছর প্রায় ৩ হাজার কোটি টাকার ফসল নষ্ট হয়েছে। এবার আরও বেশি ক্ষতির আশঙ্কা করছেন কৃষকরা। কৃষি বিমা চালু না হওয়ায় বিপাকে পড়ছেন তারা। সংশ্লিষ্টরা বলছেন, দ্রুত বিমা চালু করা জরুরি। bbox=[478, 402, 644, 427]
article-title-6: বিমান নজর করে bbox=[56, 670, 108, 679]
article-text-4c: বিএডিসির একজন কর্মকর্তা জানান, সেচের জন্য গভীর নলকূপের ওপর নির্ভরতা বাড়ছে। এতে ভূগর্ভস্থ পানির স্তর নিচে নেমে যাচ্ছে। বিশেষজ্ঞরা বলছেন, খরা সহনশীল জাতের ফসল উদ্ভাবন ও সম্প্রসারণ করতে হবে। পাশাপাশি কৃষকদের জন্য সহজ শর্তে ঋণ ও বিমা সুবিধা নিশ্চিত করা প্রয়োজন। bbox=[6, 527, 158, 552]
lead-text-1c: বিএডিসির একজন কর্মকর্তা জানান, সেচের জন্য গভীর নলকূপের ওপর নির্ভরতা বাড়ছে। এতে ভূগর্ভস্থ পানির স্তর নিচে নেমে যাচ্ছে। বিশেষজ্ঞরা বলছেন, খরা সহনশীল জাতের ফসল উদ্ভাবন ও সম্প্রসারণ করতে হবে। পাশাপাশি কৃষকদের জন্য সহজ শর্তে ঋণ ও বিমা সুবিধা নিশ্চিত করা প্রয়োজন। bbox=[222, 161, 326, 198]
article-body-8 bbox=[320, 293, 472, 463]
logo bbox=[8, 3, 178, 41]
lead-photo bbox=[6, 44, 216, 266]
lead-text-2c: বিএডিসির একজন কর্মকর্তা জানান, সেচের জন্য গভীর নলকূপের ওপর নির্ভরতা বাড়ছে। এতে ভূগর্ভস্থ পানির স্তর নিচে নেমে যাচ্ছে। বিশেষজ্ঞরা বলছেন, খরা সহনশীল জাতের ফসল উদ্ভাবন ও সম্প্রসারণ করতে হবে। পাশাপাশি কৃষকদের জন্য সহজ শর্তে ঋণ ও বিমা সুবিধা নিশ্চিত করা প্রয়োজন। bbox=[332, 194, 472, 224]
article-text-3: নিজস্ব প্রতিবেদক। চলতি বছরের প্রথম চার মাসে রপ্তানি আয় আগের বছরের একই সময়ের তুলনায় বেড়েছে। তৈরি পোশাক খাতে প্রবৃদ্ধি সবচেয়ে বেশি। bbox=[6, 418, 158, 430]
pull-quote-line-2: ১৯ জেলায় ৯৬ শতাংশ জমি লবণাক্ত bbox=[342, 178, 462, 188]
article-title-1: ঋতু বিয়াও জীবিত bbox=[53, 282, 111, 291]
article-title-12: কারার বসতে সোনারগাঁ bbox=[241, 863, 307, 872]
article-text-10d: বিএডিসির একজন কর্মকর্তা জানান, সেচের জন্য গভীর নলকূপের ওপর নির্ভরতা বাড়ছে। এতে ভূগর্ভস্থ পানির স্তর নিচে নেমে যাচ্ছে। বিশেষজ্ঞরা বলছেন, খরা সহনশীল জাতের ফসল উদ্ভাবন ও সম্প্রসারণ করতে হবে। পাশাপাশি কৃষকদের জন্য সহজ শর্তে ঋণ ও বিমা সুবিধা নিশ্চিত করা প্রয়োজন। bbox=[478, 377, 644, 401]
article-title-4: অতিরিক্ত ঋণ দিলে bbox=[52, 472, 112, 481]
article-title-7: হাসিনার অশুভ যোগ bbox=[206, 300, 274, 310]
article-body-5 bbox=[6, 608, 158, 666]
article-text-12b: দেশের উপকূলীয় জেলায় ৭৬ শতাংশ জমি লবণাক্তের কারণে চাষাবাদে সমস্যার সৃষ্টি হচ্ছে। জলবায়ু পরিবর্তনের প্রভাবে দীর্ঘ খরা বিপদ বাড়ায়। খরায় গত বছর প্রায় ৩ হাজার কোটি টাকার ফসল নষ্ট হয়েছে। এবার আরও বেশি ক্ষতির আশঙ্কা করছেন কৃষকরা। কৃষি বিমা চালু না হওয়ায় বিপাকে পড়ছেন তারা। সংশ্লিষ্টরা বলছেন, দ্রুত বিমা চালু করা জরুরি। bbox=[235, 904, 313, 959]
logo-emblem-icon bbox=[8, 15, 16, 29]
article-text-8d: বিএডিসির একজন কর্মকর্তা জানান, সেচের জন্য গভীর নলকূপের ওপর নির্ভরতা বাড়ছে। এতে ভূগর্ভস্থ পানির স্তর নিচে নেমে যাচ্ছে। বিশেষজ্ঞরা বলছেন, খরা সহনশীল জাতের ফসল উদ্ভাবন ও সম্প্রসারণ করতে হবে। পাশাপাশি কৃষকদের জন্য সহজ শর্তে ঋণ ও বিমা সুবিধা নিশ্চিত করা প্রয়োজন। bbox=[320, 370, 472, 395]
article-text-8b: দেশের উপকূলীয় জেলায় ৭৬ শতাংশ জমি লবণাক্তের কারণে চাষাবাদে সমস্যার সৃষ্টি হচ্ছে। জলবায়ু পরিবর্তনের প্রভাবে দীর্ঘ খরা বিপদ বাড়ায়। খরায় গত বছর প্রায় ৩ হাজার কোটি টাকার ফসল নষ্ট হয়েছে। এবার আরও বেশি ক্ষতির আশঙ্কা করছেন কৃষকরা। কৃষি বিমা চালু না হওয়ায় বিপাকে পড়ছেন তারা। সংশ্লিষ্টরা বলছেন, দ্রুত বিমা চালু করা জরুরি। bbox=[320, 312, 472, 343]
lead-text-3: বিএডিসির একজন কর্মকর্তা জানান, সেচের জন্য গভীর নলকূপের ওপর নির্ভরতা বাড়ছে। এতে ভূগর্ভস্থ পানির স্তর নিচে নেমে যাচ্ছে। বিশেষজ্ঞরা বলছেন, খরা সহনশীল জাতের ফসল উদ্ভাবন ও সম্প্রসারণ করতে হবে। পাশাপাশি কৃষকদের জন্য সহজ শর্তে ঋণ ও বিমা সুবিধা নিশ্চিত করা প্রয়োজন। bbox=[478, 72, 644, 96]
column-divider-1 bbox=[161, 282, 162, 980]
article-text-2b: বিএডিসির একজন কর্মকর্তা জানান, সেচের জন্য গভীর নলকূপের ওপর নির্ভরতা বাড়ছে। এতে ভূগর্ভস্থ পানির স্তর নিচে নেমে যাচ্ছে। বিশেষজ্ঞরা বলছেন, খরা সহনশীল জাতের ফসল উদ্ভাবন ও সম্প্রসারণ করতে হবে। পাশাপাশি কৃষকদের জন্য সহজ শর্তে ঋণ ও বিমা সুবিধা নিশ্চিত করা প্রয়োজন। bbox=[6, 365, 158, 390]
section-divider bbox=[6, 278, 644, 279]
lead-text-2: দেশের কৃষি খাতে খরার ক্ষতি নিয়ে সম্প্রতি এক গবেষণা প্রতিবেদন প্রকাশ করা হয়েছে। প্রতিবেদনে বলা হয়েছে, উত্তরাঞ্চলের জেলাগুলোতে খরার প্রভাব সবচেয়ে বেশি। গবেষণায় দেখা গেছে, তাপমাত্রা বৃদ্ধির ফলে ধান, গম ও সবজির উৎপাদন কমে যাচ্ছে। কৃষি বিমা না থাকায় ক্ষতিগ্রস্ত কৃষক কোনো সহায়তা পাচ্ছেন না। bbox=[332, 72, 472, 102]
